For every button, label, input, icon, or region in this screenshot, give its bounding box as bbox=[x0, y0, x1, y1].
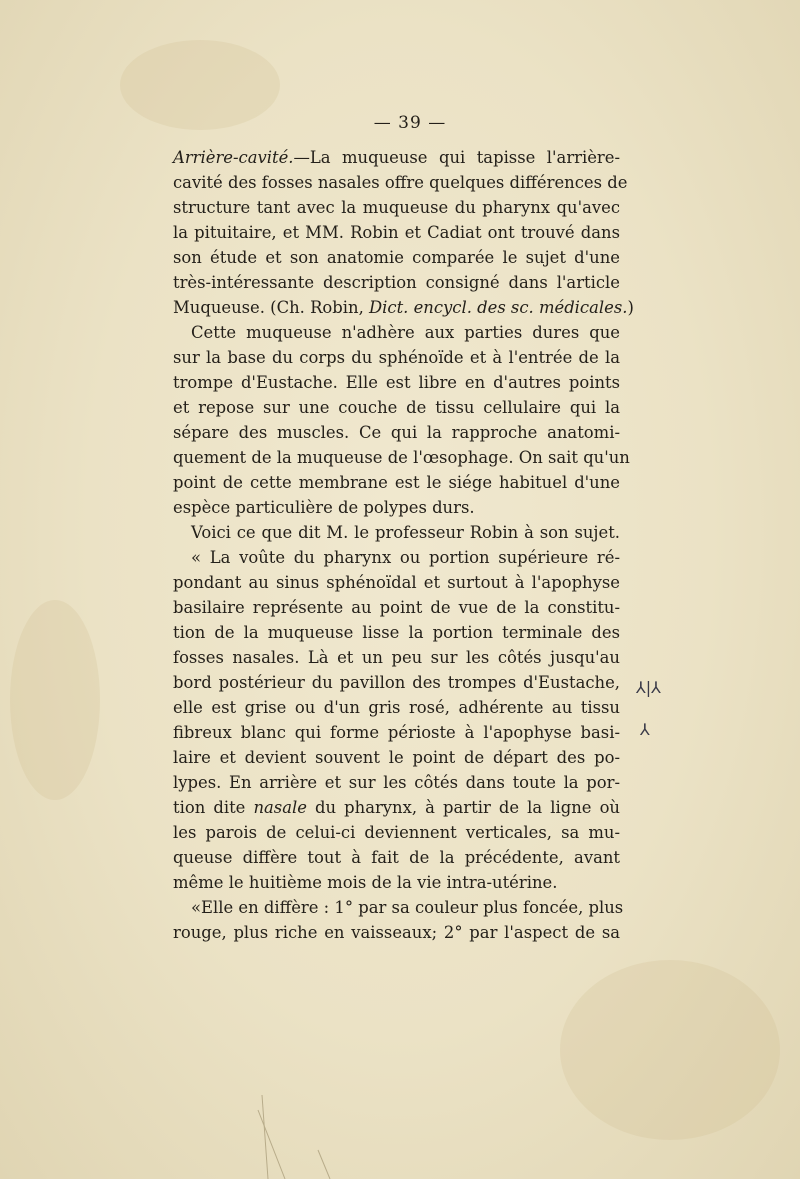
text-line-14: point de cette membrane est le siége habituel d'une bbox=[173, 473, 620, 492]
text-line-17: « La voûte du pharynx ou portion supérieure ré- bbox=[191, 548, 620, 567]
text-line-32: rouge, plus riche en vaisseaux; 2° par l'aspect de sa bbox=[173, 923, 620, 942]
text-line-18: pondant au sinus sphénoïdal et surtout à l'apophyse bbox=[173, 573, 620, 592]
text-line-2: cavité des fosses nasales offre quelques différences de bbox=[173, 173, 628, 192]
text-line-8: Cette muqueuse n'adhère aux parties dures que bbox=[191, 323, 620, 342]
text-line-21: fosses nasales. Là et un peu sur les côtés jusqu'au bbox=[173, 648, 620, 667]
text-line-25: laire et devient souvent le point de départ des po- bbox=[173, 748, 620, 767]
text-line-15: espèce particulière de polypes durs. bbox=[173, 498, 475, 517]
page-number: — 39 — bbox=[373, 113, 447, 133]
text-line-7: Muqueuse. (Ch. Robin, Dict. encycl. des sc. médicales.) bbox=[173, 298, 634, 317]
text-line-29: queuse diffère tout à fait de la précédente, avant bbox=[173, 848, 620, 867]
text-line-16: Voici ce que dit M. le professeur Robin à son sujet. bbox=[191, 523, 620, 542]
text-line-23: elle est grise ou d'un gris rosé, adhérente au tissu bbox=[173, 698, 620, 717]
text-line-12: sépare des muscles. Ce qui la rapproche anatomi- bbox=[173, 423, 620, 442]
text-line-9: sur la base du corps du sphénoïde et à l'entrée de la bbox=[173, 348, 620, 367]
margin-annotation-mark: ⅄ bbox=[640, 720, 650, 739]
text-line-4: la pituitaire, et MM. Robin et Cadiat ont trouvé dans bbox=[173, 223, 620, 242]
margin-annotation-mark: ⅄|⅄ bbox=[636, 678, 661, 697]
text-line-28: les parois de celui-ci deviennent verticales, sa mu- bbox=[173, 823, 620, 842]
text-line-31: «Elle en diffère : 1° par sa couleur plus foncée, plus bbox=[191, 898, 624, 917]
text-line-1: Arrière-cavité.—La muqueuse qui tapisse l'arrière- bbox=[173, 148, 620, 167]
text-line-24: fibreux blanc qui forme périoste à l'apophyse basi- bbox=[173, 723, 620, 742]
text-line-11: et repose sur une couche de tissu cellulaire qui la bbox=[173, 398, 620, 417]
text-line-20: tion de la muqueuse lisse la portion terminale des bbox=[173, 623, 620, 642]
text-line-5: son étude et son anatomie comparée le sujet d'une bbox=[173, 248, 620, 267]
text-line-13: quement de la muqueuse de l'œsophage. On sait qu'un bbox=[173, 448, 630, 467]
text-line-22: bord postérieur du pavillon des trompes d'Eustache, bbox=[173, 673, 620, 692]
text-line-26: lypes. En arrière et sur les côtés dans toute la por- bbox=[173, 773, 620, 792]
section-heading: Arrière-cavité. bbox=[173, 148, 294, 167]
text-line-19: basilaire représente au point de vue de la constitu- bbox=[173, 598, 620, 617]
text-line-6: très-intéressante description consigné dans l'article bbox=[173, 273, 620, 292]
text-line-10: trompe d'Eustache. Elle est libre en d'autres points bbox=[173, 373, 620, 392]
text-line-3: structure tant avec la muqueuse du pharynx qu'avec bbox=[173, 198, 620, 217]
text-line-27: tion dite nasale du pharynx, à partir de la ligne où bbox=[173, 798, 620, 817]
text-line-30: même le huitième mois de la vie intra-utérine. bbox=[173, 873, 558, 892]
